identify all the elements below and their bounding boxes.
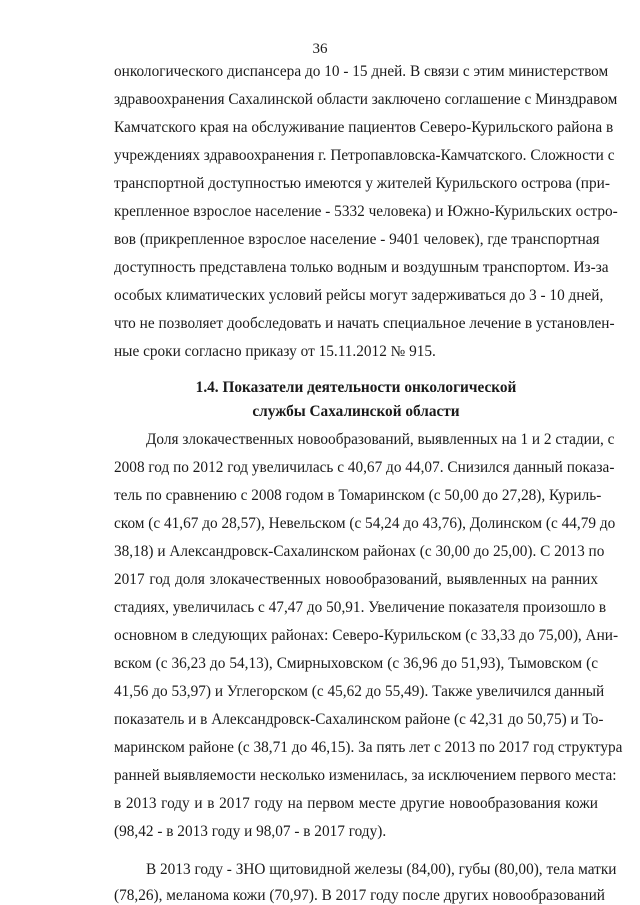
text-line: онкологического диспансера до 10 - 15 дней. В связи с этим министерством	[114, 63, 609, 80]
page-number: 36	[312, 41, 328, 57]
text-line: тель по сравнению с 2008 годом в Томаринском (с 50,00 до 27,28), Куриль-	[114, 487, 602, 504]
text-line: В 2013 году - ЗНО щитовидной железы (84,00), губы (80,00), тела матки	[146, 861, 617, 878]
text-line: Камчатского края на обслуживание пациентов Северо-Курильского района в	[114, 119, 614, 136]
heading-line: службы Сахалинской области	[252, 403, 460, 420]
text-line: вском (с 36,23 до 54,13), Смирныховском (с 36,96 до 51,93), Тымовском (с	[114, 655, 598, 672]
text-line: (78,26), меланома кожи (70,97). В 2017 году после других новообразований	[114, 887, 605, 904]
text-line: ском (с 41,67 до 28,57), Невельском (с 54,24 до 43,76), Долинском (с 44,79 до	[114, 515, 616, 532]
text-line: маринском районе (с 38,71 до 46,15). За пять лет с 2013 по 2017 год структура	[114, 739, 623, 756]
heading-line: 1.4. Показатели деятельности онкологической	[195, 379, 517, 396]
text-line: в 2013 году и в 2017 году на первом месте другие новообразования кожи	[114, 795, 598, 812]
text-line: Доля злокачественных новообразований, выявленных на 1 и 2 стадии, с	[146, 431, 615, 448]
text-line: учреждениях здравоохранения г. Петропавловска-Камчатского. Сложности с	[114, 147, 615, 164]
text-line: крепленное взрослое население - 5332 человека) и Южно-Курильских остро-	[114, 203, 618, 220]
text-line: стадиях, увеличилась с 47,47 до 50,91. Увеличение показателя произошло в	[114, 599, 607, 616]
text-line: (98,42 - в 2013 году и 98,07 - в 2017 году).	[114, 823, 387, 840]
text-line: доступность представлена только водным и воздушным транспортом. Из-за	[114, 259, 609, 276]
text-line: 2017 год доля злокачественных новообразований, выявленных на ранних	[114, 571, 598, 588]
text-line: вов (прикрепленное взрослое население - 9401 человек), где транспортная	[114, 231, 600, 248]
text-line: что не позволяет дообследовать и начать специальное лечение в установлен-	[114, 315, 615, 332]
text-line: показатель и в Александровск-Сахалинском районе (с 42,31 до 50,75) и То-	[114, 711, 604, 728]
text-line: ные сроки согласно приказу от 15.11.2012 № 915.	[114, 343, 436, 360]
text-line: 41,56 до 53,97) и Углегорском (с 45,62 до 55,49). Также увеличился данный	[114, 683, 605, 700]
text-line: 38,18) и Александровск-Сахалинском районах (с 30,00 до 25,00). С 2013 по	[114, 543, 605, 560]
text-line: основном в следующих районах: Северо-Курильском (с 33,33 до 75,00), Ани-	[114, 627, 619, 644]
text-line: здравоохранения Сахалинской области заключено соглашение с Минздравом	[114, 91, 618, 108]
text-line: ранней выявляемости несколько изменилась, за исключением первого места:	[114, 767, 617, 784]
text-line: 2008 год по 2012 год увеличилась с 40,67 до 44,07. Снизился данный показа-	[114, 459, 615, 476]
text-line: особых климатических условий рейсы могут задерживаться до 3 - 10 дней,	[114, 287, 604, 304]
text-line: транспортной доступностью имеются у жителей Курильского острова (при-	[114, 175, 610, 192]
